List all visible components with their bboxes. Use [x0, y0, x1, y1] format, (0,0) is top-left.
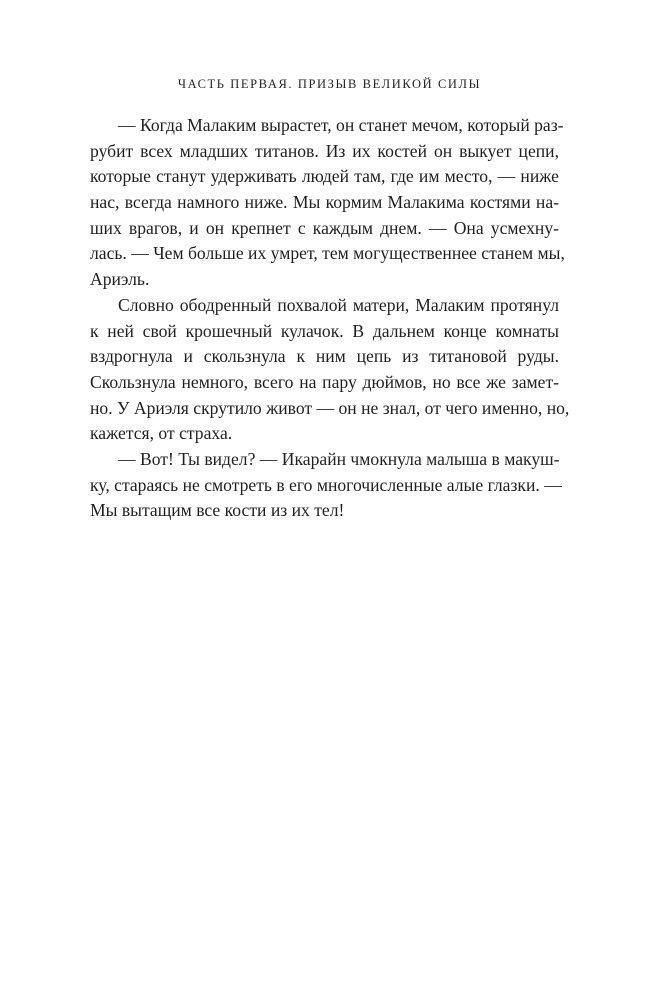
text-line: — Вот! Ты видел? — Икарайн чмокнула малыша в макуш- — [118, 448, 560, 469]
text-line: Ариэль. — [90, 269, 150, 290]
text-line: Мы вытащим все кости из их тел! — [90, 500, 345, 521]
text-line: которые станут удерживать людей там, где им место, — ниже — [90, 166, 559, 187]
text-line: к ней свой крошечный кулачок. В дальнем конце комнаты — [90, 320, 559, 341]
running-head: ЧАСТЬ ПЕРВАЯ. ПРИЗЫВ ВЕЛИКОЙ СИЛЫ — [177, 77, 482, 91]
text-line: Скользнула немного, всего на пару дюймов, но все же замет- — [90, 371, 559, 392]
text-line: — Когда Малаким вырастет, он станет мечом, который раз- — [118, 115, 564, 135]
text-line: но. У Ариэля скрутило живот — он не знал, от чего именно, но, — [90, 397, 570, 418]
text-line: вздрогнула и скользнула к ним цепь из титановой руды. — [90, 346, 559, 367]
text-line: ку, стараясь не смотреть в его многочисленные алые глазки. — — [90, 474, 562, 495]
text-line: лась. — Чем больше их умрет, тем могущественнее станем мы, — [90, 243, 565, 264]
body-text — [90, 113, 570, 524]
text-line: кажется, от страха. — [90, 423, 233, 444]
text-line: рубит всех младших титанов. Из их костей он выкует цепи, — [90, 140, 559, 161]
text-line: ших врагов, и он крепнет с каждым днем. — Она усмехну- — [90, 217, 559, 238]
text-line: Словно ободренный похвалой матери, Малаким протянул — [118, 294, 559, 315]
text-line: нас, всегда намного ниже. Мы кормим Малакима костями на- — [90, 192, 559, 213]
